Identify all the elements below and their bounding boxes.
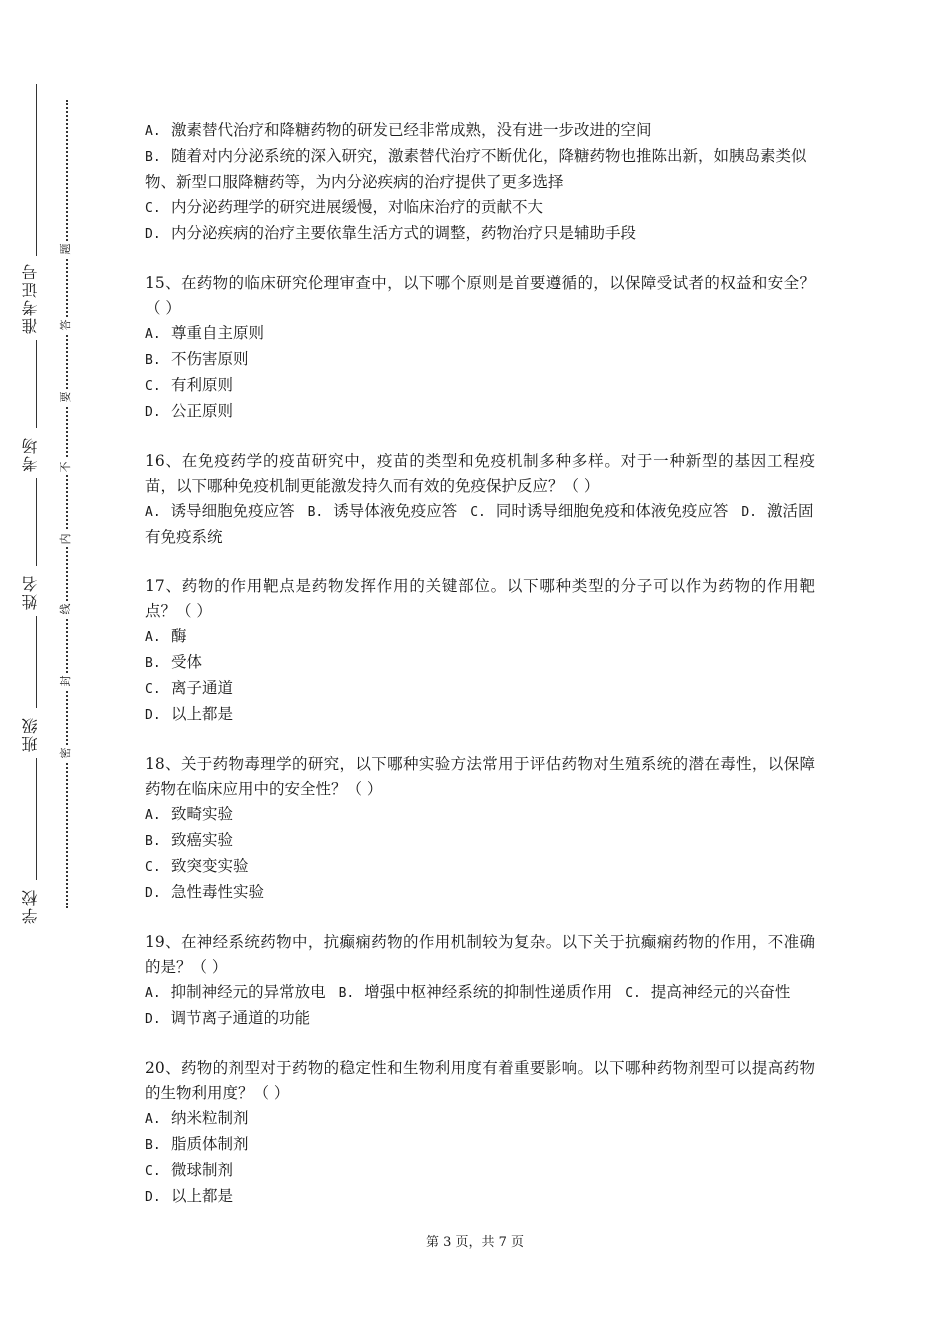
seal-char: 要 [57,389,75,405]
field-line [36,340,37,428]
option-a: A. 纳米粒制剂 [145,1109,249,1127]
option-b-letter: B. [338,986,355,1001]
seal-char: 题 [57,241,75,257]
option-c: C. 致突变实验 [145,857,249,875]
question-stem: 16、在免疫药学的疫苗研究中，疫苗的类型和免疫机制多种多样。对于一种新型的基因工程疫苗，以下哪种免疫机制更能激发持久而有效的免疫保护反应？（ ） [145,452,815,495]
option-c-text: 提高神经元的兴奋性 [650,983,791,1001]
inline-options [145,980,815,1032]
option-c: C. 微球制剂 [145,1161,234,1179]
seal-char: 不 [57,459,75,475]
option-d: D. 急性毒性实验 [145,883,265,901]
option-a: A. 尊重自主原则 [145,324,265,342]
option-d: D. 内分泌疾病的治疗主要依靠生活方式的调整，药物治疗只是辅助手段 [145,224,637,242]
option-c: C. 离子通道 [145,679,234,697]
option-a-letter: A. [145,505,161,520]
page-number-footer: 第 3 页，共 7 页 [425,1235,525,1250]
option-b: B. 致癌实验 [145,831,234,849]
option-a: A. 致畸实验 [145,805,234,823]
option-d-text: 激活固有免疫系统 [145,502,814,546]
question-list [145,118,815,1210]
option-a: A. 激素替代治疗和降糖药物的研发已经非常成熟，没有进一步改进的空间 [145,121,652,139]
option-b-text: 诱导体液免疫应答 [333,502,458,520]
question-16 [145,449,815,550]
question-17 [145,574,815,728]
question-stem: 19、在神经系统药物中，抗癫痫药物的作用机制较为复杂。以下关于抗癫痫药物的作用，不准确的是？（ ） [145,933,815,976]
field-line [36,616,37,708]
option-d: D. 公正原则 [145,402,234,420]
field-line [36,84,37,256]
option-c: C. 有利原则 [145,376,234,394]
field-label-class: 班级 [21,716,40,752]
seal-char: 密 [57,745,75,761]
field-line [36,478,37,566]
question-stem: 15、在药物的临床研究伦理审查中，以下哪个原则是首要遵循的，以保障受试者的权益和安全？（ ） [145,274,815,317]
field-line [36,758,37,880]
option-a-text: 抑制神经元的异常放电 [170,983,326,1001]
option-d: D. 以上都是 [145,705,234,723]
option-d-text: 调节离子通道的功能 [170,1009,311,1027]
question-14-options [145,118,815,247]
option-c-letter: C. [470,505,486,520]
option-d-letter: D. [145,1012,161,1027]
seal-char: 答 [57,317,75,333]
field-label-name: 姓名 [21,574,40,610]
question-stem: 18、关于药物毒理学的研究，以下哪种实验方法常用于评估药物对生殖系统的潜在毒性，以保障药物在临床应用中的安全性？（ ） [145,755,815,798]
option-b-letter: B. [307,505,324,520]
option-b: B. 随着对内分泌系统的深入研究，激素替代治疗不断优化，降糖药物也推陈出新，如胰岛素类似物、新型口服降糖药等，为内分泌疾病的治疗提供了更多选择 [145,147,807,191]
question-15 [145,271,815,425]
question-stem: 20、药物的剂型对于药物的稳定性和生物利用度有着重要影响。以下哪种药物剂型可以提高药物的生物利用度？（ ） [145,1059,815,1102]
option-c-letter: C. [625,986,641,1001]
option-a-text: 诱导细胞免疫应答 [170,502,295,520]
seal-char: 线 [57,601,75,617]
option-d: D. 以上都是 [145,1187,234,1205]
binding-margin [0,0,110,1344]
question-18 [145,752,815,906]
option-a-letter: A. [145,986,161,1001]
option-b-text: 增强中枢神经系统的抑制性递质作用 [364,983,613,1001]
seal-dotted-line [66,100,68,908]
option-d-letter: D. [741,505,757,520]
option-c-text: 同时诱导细胞免疫和体液免疫应答 [495,502,729,520]
option-c: C. 内分泌药理学的研究进展缓慢，对临床治疗的贡献不大 [145,198,544,216]
field-label-school: 学校 [21,888,40,924]
field-label-exam-room: 考场 [21,436,40,472]
option-b: B. 不伤害原则 [145,350,249,368]
question-stem: 17、药物的作用靶点是药物发挥作用的关键部位。以下哪种类型的分子可以作为药物的作用靶点？（ ） [145,577,815,620]
question-19 [145,930,815,1032]
seal-char: 内 [57,531,75,547]
option-a: A. 酶 [145,627,187,645]
question-20 [145,1056,815,1210]
option-b: B. 脂质体制剂 [145,1135,249,1153]
field-label-exam-number: 准考证号 [21,262,40,334]
seal-char: 封 [57,673,75,689]
option-b: B. 受体 [145,653,203,671]
inline-options [145,499,815,550]
